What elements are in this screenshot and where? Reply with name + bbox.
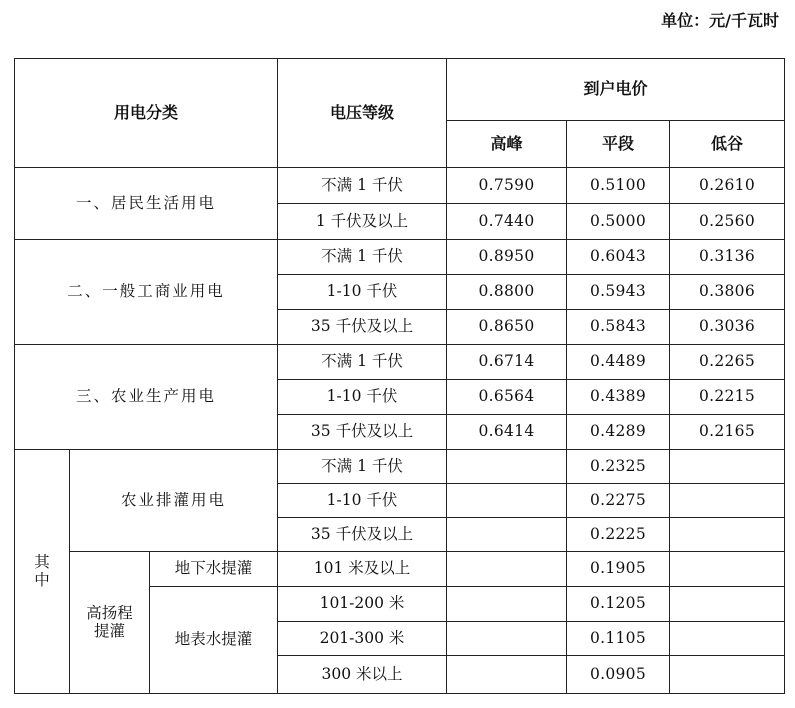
category-agricultural: 三、农业生产用电 bbox=[15, 345, 278, 450]
voltage-cell: 1-10 千伏 bbox=[278, 380, 447, 415]
voltage-cell: 1 千伏及以上 bbox=[278, 204, 447, 240]
flat-price: 0.4289 bbox=[567, 415, 670, 450]
category-among bbox=[15, 450, 70, 694]
flat-price: 0.2325 bbox=[567, 450, 670, 484]
flat-price: 0.2225 bbox=[567, 518, 670, 552]
header-peak: 高峰 bbox=[447, 121, 567, 168]
header-price: 到户电价 bbox=[447, 59, 785, 121]
voltage-cell: 35 千伏及以上 bbox=[278, 415, 447, 450]
peak-price-empty bbox=[447, 552, 567, 587]
table-row bbox=[15, 552, 785, 587]
unit-label: 单位：元/千瓦时 bbox=[661, 11, 779, 30]
valley-price-empty bbox=[670, 587, 785, 622]
category-surface: 地表水提灌 bbox=[150, 587, 278, 694]
peak-price-empty bbox=[447, 484, 567, 518]
flat-price: 0.4489 bbox=[567, 345, 670, 380]
table-row bbox=[15, 240, 785, 275]
valley-price-empty bbox=[670, 622, 785, 656]
valley-price-empty bbox=[670, 450, 785, 484]
peak-price-empty bbox=[447, 450, 567, 484]
valley-price: 0.2165 bbox=[670, 415, 785, 450]
voltage-cell: 1-10 千伏 bbox=[278, 484, 447, 518]
flat-price: 0.1105 bbox=[567, 622, 670, 656]
among-label-line1: 其 bbox=[34, 552, 50, 571]
flat-price: 0.4389 bbox=[567, 380, 670, 415]
flat-price: 0.1205 bbox=[567, 587, 670, 622]
peak-price-empty bbox=[447, 518, 567, 552]
category-high-lift bbox=[70, 552, 150, 694]
peak-price: 0.8800 bbox=[447, 275, 567, 310]
voltage-cell: 35 千伏及以上 bbox=[278, 518, 447, 552]
valley-price: 0.3806 bbox=[670, 275, 785, 310]
valley-price-empty bbox=[670, 552, 785, 587]
peak-price: 0.8650 bbox=[447, 310, 567, 345]
valley-price: 0.3036 bbox=[670, 310, 785, 345]
voltage-cell: 不满 1 千伏 bbox=[278, 240, 447, 275]
flat-price: 0.5000 bbox=[567, 204, 670, 240]
peak-price-empty bbox=[447, 587, 567, 622]
header-valley: 低谷 bbox=[670, 121, 785, 168]
header-row bbox=[15, 59, 785, 121]
peak-price: 0.6414 bbox=[447, 415, 567, 450]
flat-price: 0.5100 bbox=[567, 168, 670, 204]
voltage-cell: 不满 1 千伏 bbox=[278, 450, 447, 484]
valley-price: 0.3136 bbox=[670, 240, 785, 275]
flat-price: 0.0905 bbox=[567, 656, 670, 694]
valley-price-empty bbox=[670, 484, 785, 518]
valley-price: 0.2215 bbox=[670, 380, 785, 415]
valley-price-empty bbox=[670, 656, 785, 694]
voltage-cell: 1-10 千伏 bbox=[278, 275, 447, 310]
voltage-cell: 300 米以上 bbox=[278, 656, 447, 694]
voltage-cell: 101 米及以上 bbox=[278, 552, 447, 587]
peak-price: 0.6564 bbox=[447, 380, 567, 415]
flat-price: 0.2275 bbox=[567, 484, 670, 518]
category-residential: 一、居民生活用电 bbox=[15, 168, 278, 240]
voltage-cell: 35 千伏及以上 bbox=[278, 310, 447, 345]
valley-price: 0.2560 bbox=[670, 204, 785, 240]
table-row bbox=[15, 345, 785, 380]
valley-price: 0.2610 bbox=[670, 168, 785, 204]
voltage-cell: 101-200 米 bbox=[278, 587, 447, 622]
electricity-price-table bbox=[14, 58, 785, 694]
peak-price: 0.8950 bbox=[447, 240, 567, 275]
flat-price: 0.5843 bbox=[567, 310, 670, 345]
high-lift-label-line1: 高扬程 bbox=[86, 603, 133, 622]
category-drainage: 农业排灌用电 bbox=[70, 450, 278, 552]
header-voltage: 电压等级 bbox=[278, 59, 447, 168]
category-groundwater: 地下水提灌 bbox=[150, 552, 278, 587]
valley-price: 0.2265 bbox=[670, 345, 785, 380]
voltage-cell: 不满 1 千伏 bbox=[278, 345, 447, 380]
category-commercial: 二、一般工商业用电 bbox=[15, 240, 278, 345]
table-row bbox=[15, 450, 785, 484]
peak-price-empty bbox=[447, 622, 567, 656]
table-row bbox=[15, 168, 785, 204]
header-flat: 平段 bbox=[567, 121, 670, 168]
high-lift-label-line2: 提灌 bbox=[93, 621, 125, 640]
flat-price: 0.1905 bbox=[567, 552, 670, 587]
voltage-cell: 201-300 米 bbox=[278, 622, 447, 656]
peak-price: 0.7440 bbox=[447, 204, 567, 240]
among-label-line2: 中 bbox=[34, 570, 50, 589]
peak-price: 0.6714 bbox=[447, 345, 567, 380]
flat-price: 0.5943 bbox=[567, 275, 670, 310]
header-category: 用电分类 bbox=[15, 59, 278, 168]
flat-price: 0.6043 bbox=[567, 240, 670, 275]
peak-price-empty bbox=[447, 656, 567, 694]
peak-price: 0.7590 bbox=[447, 168, 567, 204]
voltage-cell: 不满 1 千伏 bbox=[278, 168, 447, 204]
valley-price-empty bbox=[670, 518, 785, 552]
